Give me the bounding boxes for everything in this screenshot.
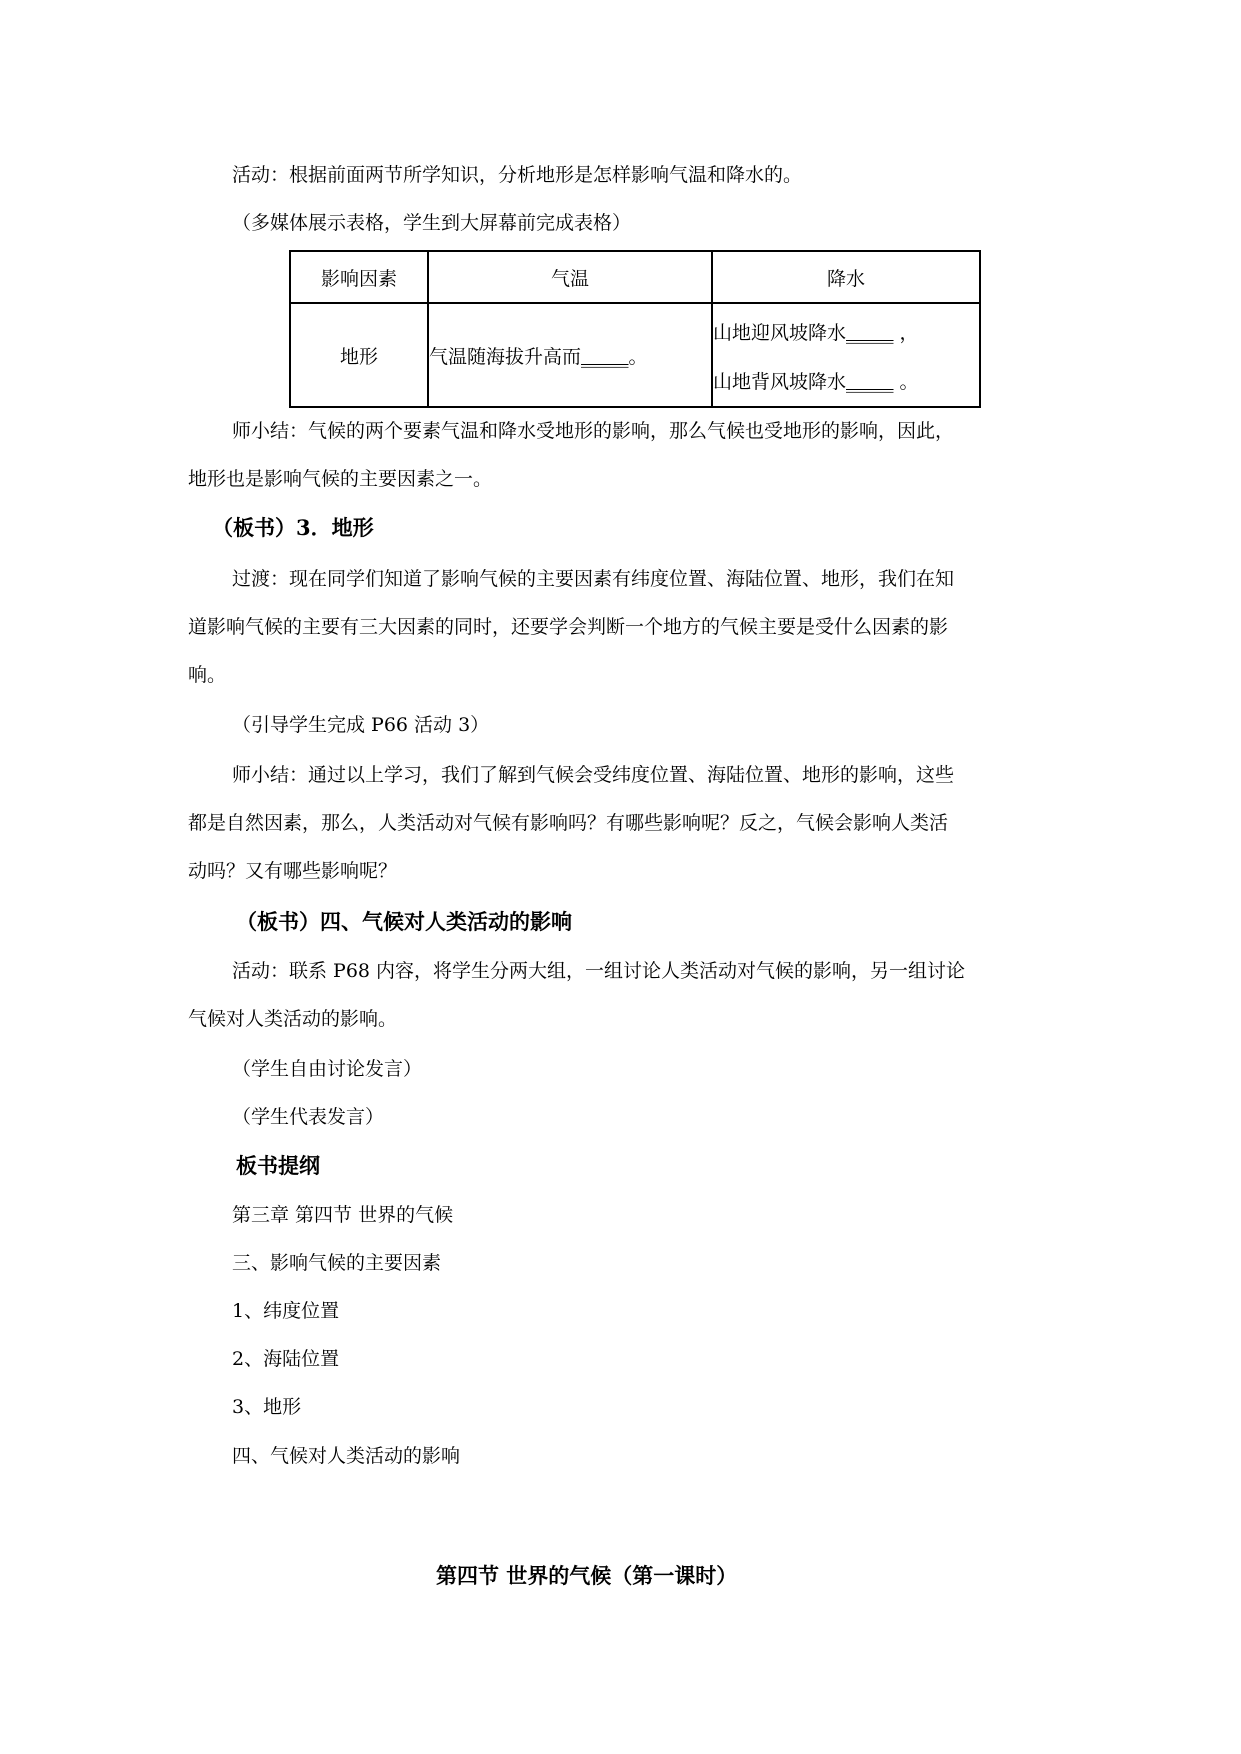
temperature-cell — [428, 303, 712, 407]
temperature-end: 。 — [628, 345, 648, 368]
windward-end: ， — [893, 322, 919, 344]
header-factor: 影响因素 — [290, 251, 428, 303]
leeward-blank: _____ — [846, 371, 894, 393]
outline-item: 2、海陆位置 — [232, 1348, 340, 1370]
note-line: （学生自由讨论发言） — [232, 1058, 423, 1080]
note-line: （多媒体展示表格，学生到大屏幕前完成表格） — [232, 212, 632, 234]
leeward-text: 山地背风坡降水 — [713, 371, 847, 393]
transition-line: 响。 — [188, 664, 227, 686]
factor-cell: 地形 — [290, 303, 428, 407]
temperature-blank: _____ — [581, 345, 629, 368]
activity-line: 活动：根据前面两节所学知识，分析地形是怎样影响气温和降水的。 — [232, 164, 803, 186]
section-title: 第四节 世界的气候（第一课时） — [436, 1563, 738, 1588]
board-heading: （板书）3．地形 — [212, 515, 374, 540]
outline-item: 3、地形 — [232, 1396, 302, 1418]
outline-item: 三、影响气候的主要因素 — [232, 1252, 442, 1274]
precipitation-cell — [712, 303, 980, 407]
topography-table — [289, 250, 981, 408]
summary-line: 师小结：气候的两个要素气温和降水受地形的影响，那么气候也受地形的影响，因此， — [232, 420, 955, 442]
outline-title: 板书提纲 — [236, 1153, 320, 1178]
summary-line: 地形也是影响气候的主要因素之一。 — [188, 468, 493, 490]
leeward-end: 。 — [893, 371, 919, 393]
note-line: （学生代表发言） — [232, 1106, 385, 1128]
note-line: （引导学生完成 P66 活动 3） — [232, 714, 490, 736]
transition-line: 过渡：现在同学们知道了影响气候的主要因素有纬度位置、海陆位置、地形，我们在知 — [232, 568, 955, 590]
board-heading: （板书）四、气候对人类活动的影响 — [236, 909, 572, 934]
transition-line: 道影响气候的主要有三大因素的同时，还要学会判断一个地方的气候主要是受什么因素的影 — [188, 616, 949, 638]
activity-line: 活动：联系 P68 内容，将学生分两大组，一组讨论人类活动对气候的影响，另一组讨论 — [232, 960, 966, 982]
summary-line: 师小结：通过以上学习，我们了解到气候会受纬度位置、海陆位置、地形的影响，这些 — [232, 764, 955, 786]
windward-line — [713, 318, 979, 345]
outline-item: 第三章 第四节 世界的气候 — [232, 1204, 454, 1226]
summary-line: 都是自然因素，那么，人类活动对气候有影响吗？有哪些影响呢？反之，气候会影响人类活 — [188, 812, 949, 834]
activity-line: 气候对人类活动的影响。 — [188, 1008, 398, 1030]
outline-item: 四、气候对人类活动的影响 — [232, 1445, 461, 1467]
header-precipitation: 降水 — [712, 251, 980, 303]
table-header-row — [290, 251, 980, 303]
windward-blank: _____ — [846, 322, 894, 344]
temperature-text: 气温随海拔升高而 — [429, 345, 582, 368]
windward-text: 山地迎风坡降水 — [713, 322, 847, 344]
header-temperature: 气温 — [428, 251, 712, 303]
table-row — [290, 303, 980, 407]
outline-item: 1、纬度位置 — [232, 1300, 340, 1322]
summary-line: 动吗？又有哪些影响呢？ — [188, 860, 398, 882]
leeward-line — [713, 367, 979, 394]
